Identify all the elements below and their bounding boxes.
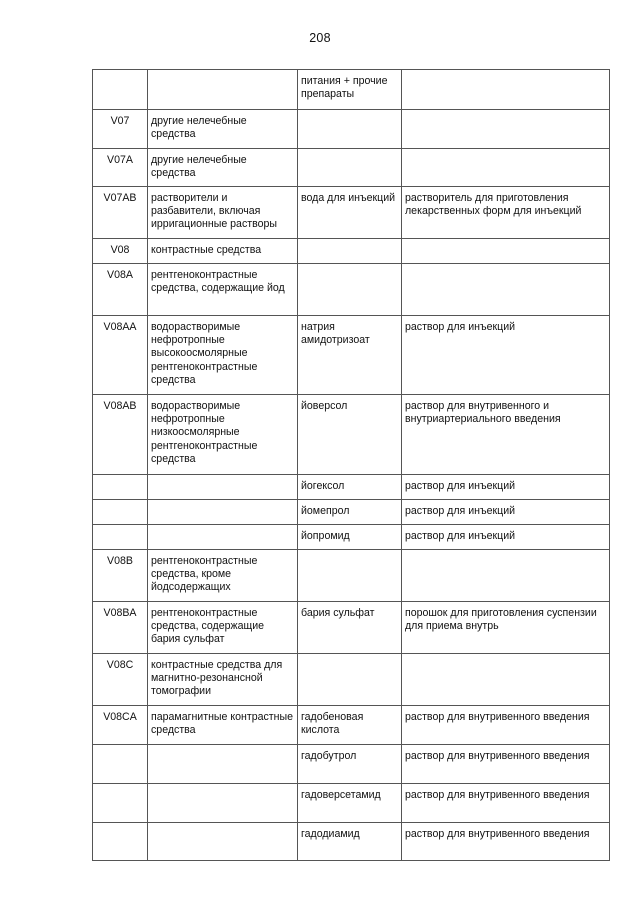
- table-row: [93, 500, 610, 525]
- drug-classification-table: [92, 69, 610, 861]
- atc-code-cell: [93, 784, 148, 823]
- table-row: [93, 149, 610, 187]
- dosage-form-cell: раствор для инъекций: [402, 316, 610, 395]
- table-row: [93, 823, 610, 861]
- atc-code-cell: V07AB: [93, 187, 148, 239]
- group-name-cell: парамагнитные контрастные средства: [148, 706, 298, 745]
- atc-code-cell: V07: [93, 110, 148, 149]
- dosage-form-cell: раствор для инъекций: [402, 500, 610, 525]
- dosage-form-cell: раствор для внутривенного введения: [402, 745, 610, 784]
- table-row: [93, 395, 610, 475]
- table-row: [93, 602, 610, 654]
- drug-name-cell: йопромид: [298, 525, 402, 550]
- group-name-cell: [148, 70, 298, 110]
- table-row: [93, 187, 610, 239]
- group-name-cell: [148, 823, 298, 861]
- table-row: [93, 239, 610, 264]
- group-name-cell: другие нелечебные средства: [148, 149, 298, 187]
- group-name-cell: водорастворимые нефротропные низкоосмолярные рентгеноконтрастные средства: [148, 395, 298, 475]
- drug-name-cell: бария сульфат: [298, 602, 402, 654]
- group-name-cell: растворители и разбавители, включая ирригационные растворы: [148, 187, 298, 239]
- atc-code-cell: V08AA: [93, 316, 148, 395]
- atc-code-cell: V07A: [93, 149, 148, 187]
- dosage-form-cell: раствор для внутривенного и внутриартериального введения: [402, 395, 610, 475]
- atc-code-cell: V08C: [93, 654, 148, 706]
- dosage-form-cell: раствор для инъекций: [402, 525, 610, 550]
- dosage-form-cell: раствор для внутривенного введения: [402, 784, 610, 823]
- atc-code-cell: V08AB: [93, 395, 148, 475]
- table-row: [93, 475, 610, 500]
- group-name-cell: [148, 784, 298, 823]
- atc-code-cell: V08CA: [93, 706, 148, 745]
- drug-name-cell: [298, 550, 402, 602]
- table-row: [93, 264, 610, 316]
- dosage-form-cell: раствор для внутривенного введения: [402, 823, 610, 861]
- atc-code-cell: V08B: [93, 550, 148, 602]
- drug-name-cell: гадоверсетамид: [298, 784, 402, 823]
- dosage-form-cell: [402, 550, 610, 602]
- atc-code-cell: [93, 823, 148, 861]
- table-row: [93, 745, 610, 784]
- drug-name-cell: йоверсол: [298, 395, 402, 475]
- table-row: [93, 110, 610, 149]
- drug-name-cell: [298, 264, 402, 316]
- atc-code-cell: [93, 70, 148, 110]
- group-name-cell: [148, 500, 298, 525]
- dosage-form-cell: порошок для приготовления суспензии для приема внутрь: [402, 602, 610, 654]
- atc-code-cell: [93, 500, 148, 525]
- table-row: [93, 525, 610, 550]
- drug-name-cell: гадобутрол: [298, 745, 402, 784]
- table-row: [93, 654, 610, 706]
- drug-name-cell: вода для инъекций: [298, 187, 402, 239]
- group-name-cell: [148, 525, 298, 550]
- dosage-form-cell: [402, 654, 610, 706]
- drug-name-cell: йогексол: [298, 475, 402, 500]
- dosage-form-cell: раствор для инъекций: [402, 475, 610, 500]
- table-row: [93, 550, 610, 602]
- drug-name-cell: натрия амидотризоат: [298, 316, 402, 395]
- group-name-cell: [148, 745, 298, 784]
- drug-name-cell: гадодиамид: [298, 823, 402, 861]
- drug-name-cell: йомепрол: [298, 500, 402, 525]
- drug-name-cell: [298, 110, 402, 149]
- drug-name-cell: гадобеновая кислота: [298, 706, 402, 745]
- atc-code-cell: V08: [93, 239, 148, 264]
- dosage-form-cell: [402, 110, 610, 149]
- atc-code-cell: [93, 475, 148, 500]
- atc-code-cell: V08A: [93, 264, 148, 316]
- drug-name-cell: [298, 149, 402, 187]
- drug-name-cell: [298, 239, 402, 264]
- group-name-cell: рентгеноконтрастные средства, содержащие бария сульфат: [148, 602, 298, 654]
- group-name-cell: рентгеноконтрастные средства, кроме йодсодержащих: [148, 550, 298, 602]
- dosage-form-cell: [402, 264, 610, 316]
- table-row: [93, 706, 610, 745]
- dosage-form-cell: растворитель для приготовления лекарственных форм для инъекций: [402, 187, 610, 239]
- atc-code-cell: V08BA: [93, 602, 148, 654]
- group-name-cell: рентгеноконтрастные средства, содержащие йод: [148, 264, 298, 316]
- atc-code-cell: [93, 745, 148, 784]
- dosage-form-cell: [402, 149, 610, 187]
- page-number: 208: [309, 31, 331, 45]
- group-name-cell: водорастворимые нефротропные высокоосмолярные рентгеноконтрастные средства: [148, 316, 298, 395]
- group-name-cell: контрастные средства для магнитно-резонансной томографии: [148, 654, 298, 706]
- drug-name-cell: [298, 654, 402, 706]
- dosage-form-cell: раствор для внутривенного введения: [402, 706, 610, 745]
- group-name-cell: другие нелечебные средства: [148, 110, 298, 149]
- drug-name-cell: питания + прочие препараты: [298, 70, 402, 110]
- table-row: [93, 70, 610, 110]
- dosage-form-cell: [402, 70, 610, 110]
- table-row: [93, 784, 610, 823]
- group-name-cell: [148, 475, 298, 500]
- atc-code-cell: [93, 525, 148, 550]
- dosage-form-cell: [402, 239, 610, 264]
- group-name-cell: контрастные средства: [148, 239, 298, 264]
- table-row: [93, 316, 610, 395]
